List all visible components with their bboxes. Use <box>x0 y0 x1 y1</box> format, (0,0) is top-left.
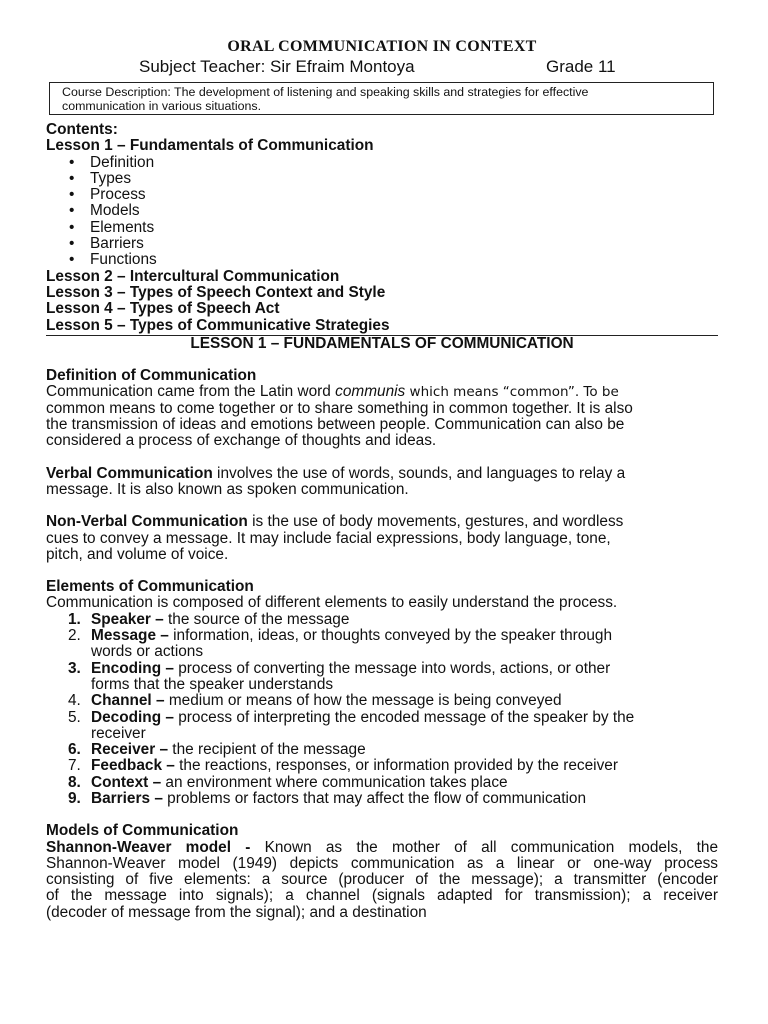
topic-item: • Barriers <box>46 236 718 252</box>
element-line <box>91 611 349 628</box>
document-title: ORAL COMMUNICATION IN CONTEXT <box>227 38 537 55</box>
element-term: Context – <box>91 773 162 791</box>
models-line: consisting of five elements: a source (producer of the message); a transmitter (encoder <box>46 871 718 889</box>
element-line <box>91 692 562 709</box>
element-item <box>46 742 718 758</box>
course-description-line: Course Description: The development of listening and speaking skills and strategies for effective <box>62 85 589 99</box>
topic-item: • Definition <box>46 155 718 171</box>
topic-item: • Models <box>46 203 718 219</box>
course-description-line: communication in various situations. <box>62 99 262 113</box>
text-span: Known as the mother of all communication models, the <box>250 838 718 856</box>
text-span: Communication came from the Latin word <box>46 383 336 401</box>
verbal-text <box>46 466 718 482</box>
main-content <box>46 122 718 921</box>
item-number: 3. <box>68 659 81 677</box>
definition-text: considered a process of exchange of thoughts and ideas. <box>46 432 437 450</box>
grade-level: Grade 11 <box>546 57 616 76</box>
element-term: Feedback – <box>91 757 175 775</box>
text-span: involves the use of words, sounds, and languages to relay a <box>212 464 626 482</box>
element-item <box>46 775 718 791</box>
element-desc: process of interpreting the encoded message of the speaker by the <box>173 708 635 726</box>
models-line: (decoder of message from the signal); and a destination <box>46 903 427 921</box>
element-line <box>91 774 508 791</box>
nonverbal-text: cues to convey a message. It may include facial expressions, body language, tone, <box>46 529 611 547</box>
item-number: 6. <box>68 741 81 759</box>
subtitle-row <box>46 57 718 77</box>
topic-item: • Process <box>46 187 718 203</box>
document-page <box>46 38 718 921</box>
text-span: which means “common”. To be <box>405 384 619 401</box>
element-desc: problems or factors that may affect the flow of communication <box>162 789 587 807</box>
latin-word: communis <box>335 383 406 401</box>
elements-section <box>46 579 718 807</box>
element-desc: process of converting the message into words, actions, or other <box>173 659 611 677</box>
element-desc: medium or means of how the message is being conveyed <box>164 692 562 710</box>
element-line <box>91 741 366 758</box>
element-line <box>91 790 586 807</box>
subject-teacher: Subject Teacher: Sir Efraim Montoya <box>139 57 415 76</box>
elements-intro: Communication is composed of different elements to easily understand the process. <box>46 594 618 612</box>
element-line <box>91 660 610 677</box>
element-line <box>91 757 618 774</box>
item-number: 8. <box>68 773 81 791</box>
element-term: Decoding – <box>91 708 174 726</box>
elements-list <box>46 612 718 808</box>
element-cont: forms that the speaker understands <box>91 675 334 693</box>
models-section <box>46 823 718 921</box>
element-term: Channel – <box>91 692 165 710</box>
toc-lesson-3: Lesson 3 – Types of Speech Context and Style <box>46 283 386 301</box>
item-number: 1. <box>68 610 81 628</box>
item-number: 2. <box>68 627 81 645</box>
item-number: 4. <box>68 692 81 710</box>
element-cont: words or actions <box>91 643 204 661</box>
element-term: Speaker – <box>91 610 164 628</box>
models-heading: Models of Communication <box>46 822 239 840</box>
lesson-1-topics <box>46 155 718 269</box>
toc-lesson-1: Lesson 1 – Fundamentals of Communication <box>46 137 374 155</box>
toc-lesson-4: Lesson 4 – Types of Speech Act <box>46 300 280 318</box>
element-term: Barriers – <box>91 789 163 807</box>
item-number: 5. <box>68 708 81 726</box>
element-term: Receiver – <box>91 741 169 759</box>
text-span: is the use of body movements, gestures, and wordless <box>247 513 624 531</box>
definition-text <box>46 384 718 400</box>
nonverbal-section <box>46 514 718 563</box>
element-line <box>91 627 612 644</box>
toc-lesson-2: Lesson 2 – Intercultural Communication <box>46 267 340 285</box>
topic-item: • Elements <box>46 220 718 236</box>
verbal-text: message. It is also known as spoken communication. <box>46 480 409 498</box>
models-line: Shannon-Weaver model (1949) depicts communication as a linear or one-way process <box>46 854 718 872</box>
topic-item: • Types <box>46 171 718 187</box>
verbal-section <box>46 466 718 499</box>
element-desc: the recipient of the message <box>168 741 366 759</box>
element-desc: the reactions, responses, or information provided by the receiver <box>174 757 618 775</box>
item-number: 7. <box>68 757 81 775</box>
element-item <box>46 693 718 709</box>
models-text <box>46 840 718 921</box>
contents-label: Contents: <box>46 121 118 138</box>
element-line <box>91 709 634 726</box>
element-cont: receiver <box>91 724 146 742</box>
verbal-term: Verbal Communication <box>46 464 213 482</box>
element-item <box>46 661 718 694</box>
model-term: Shannon-Weaver model - <box>46 838 251 856</box>
element-item <box>46 758 718 774</box>
nonverbal-term: Non-Verbal Communication <box>46 513 248 531</box>
item-number: 9. <box>68 789 81 807</box>
course-description-box <box>49 82 714 115</box>
element-term: Message – <box>91 627 169 645</box>
elements-heading: Elements of Communication <box>46 578 254 596</box>
definition-text: the transmission of ideas and emotions between people. Communication can also be <box>46 416 625 434</box>
element-item <box>46 791 718 807</box>
definition-heading: Definition of Communication <box>46 367 257 385</box>
toc-lesson-5: Lesson 5 – Types of Communicative Strategies <box>46 316 390 334</box>
nonverbal-text <box>46 514 718 530</box>
element-desc: information, ideas, or thoughts conveyed by the speaker through <box>168 627 613 645</box>
element-desc: an environment where communication takes place <box>161 773 508 791</box>
element-desc: the source of the message <box>163 610 350 628</box>
models-line <box>46 840 718 856</box>
definition-text: common means to come together or to share something in common together. It is also <box>46 399 633 417</box>
definition-section <box>46 368 718 449</box>
element-item <box>46 710 718 743</box>
element-item <box>46 628 718 661</box>
models-line: of the message into signals); a channel (signals adapted for transmission); a receiver <box>46 887 718 905</box>
element-item <box>46 612 718 628</box>
element-term: Encoding – <box>91 659 174 677</box>
topic-item: • Functions <box>46 252 718 268</box>
lesson-title: LESSON 1 – FUNDAMENTALS OF COMMUNICATION <box>190 334 574 352</box>
nonverbal-text: pitch, and volume of voice. <box>46 545 229 563</box>
